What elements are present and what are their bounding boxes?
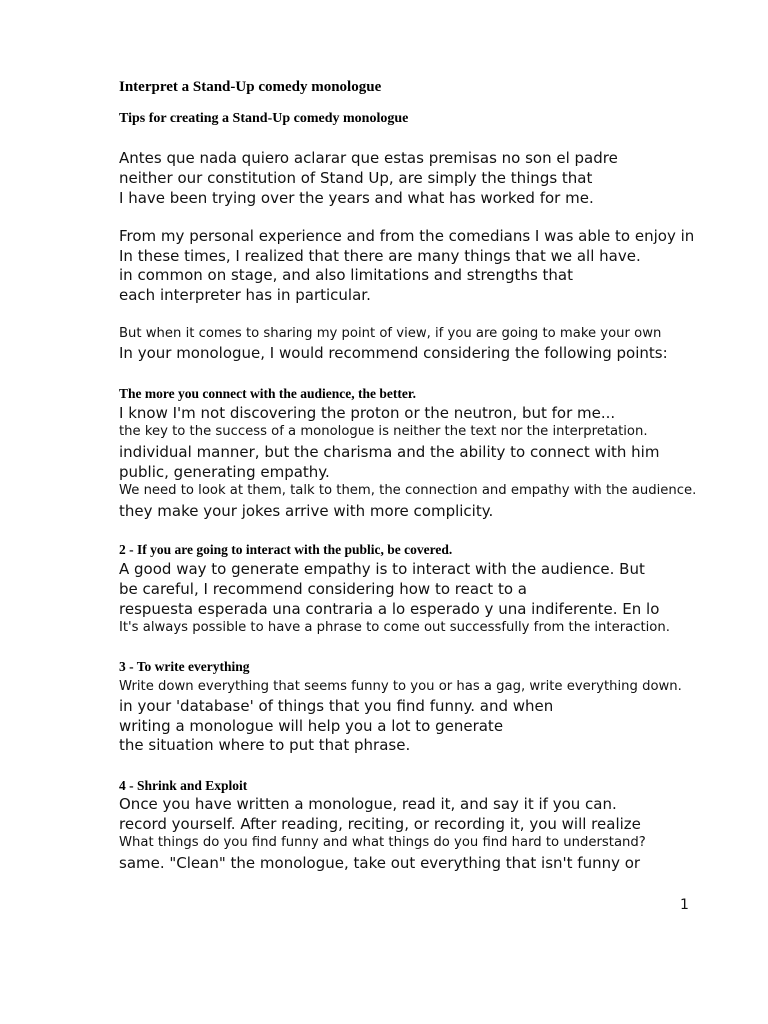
text-line: We need to look at them, talk to them, the connection and empathy with the audience. [119,483,697,498]
text-line: Once you have written a monologue, read it, and say it if you can. [119,795,617,813]
text-line: the situation where to put that phrase. [119,736,411,754]
text-line: It's always possible to have a phrase to come out successfully from the interaction. [119,620,670,635]
text-line: individual manner, but the charisma and the ability to connect with him [119,443,660,461]
text-line: be careful, I recommend considering how to react to a [119,580,527,598]
section-heading: 4 - Shrink and Exploit [119,778,248,793]
page-number: 1 [680,897,689,913]
text-line: But when it comes to sharing my point of view, if you are going to make your own [119,326,662,341]
text-line: I have been trying over the years and what has worked for me. [119,189,594,207]
text-line: In your monologue, I would recommend considering the following points: [119,344,668,362]
text-line: in your 'database' of things that you find funny. and when [119,697,554,715]
text-line: record yourself. After reading, reciting, or recording it, you will realize [119,815,641,833]
text-line: neither our constitution of Stand Up, are simply the things that [119,169,593,187]
text-line: writing a monologue will help you a lot to generate [119,717,504,735]
text-line: respuesta esperada una contraria a lo esperado y una indiferente. En lo [119,600,660,618]
text-line: public, generating empathy. [119,463,330,481]
section-heading: 2 - If you are going to interact with the public, be covered. [119,542,453,557]
text-line: In these times, I realized that there are many things that we all have. [119,247,641,265]
text-line: What things do you find funny and what things do you find hard to understand? [119,835,646,850]
text-line: Antes que nada quiero aclarar que estas premisas no son el padre [119,149,618,167]
text-line: A good way to generate empathy is to interact with the audience. But [119,560,645,578]
text-line: the key to the success of a monologue is neither the text nor the interpretation. [119,424,648,439]
text-line: in common on stage, and also limitations and strengths that [119,266,573,284]
text-line: they make your jokes arrive with more complicity. [119,502,494,520]
text-line: same. "Clean" the monologue, take out everything that isn't funny or [119,854,641,872]
section-heading: The more you connect with the audience, the better. [119,386,416,401]
text-line: each interpreter has in particular. [119,286,371,304]
text-line: Write down everything that seems funny to you or has a gag, write everything down. [119,679,682,694]
document-subtitle: Tips for creating a Stand-Up comedy monologue [119,111,409,126]
document-title: Interpret a Stand-Up comedy monologue [119,79,382,95]
text-line: I know I'm not discovering the proton or the neutron, but for me... [119,404,616,422]
section-heading: 3 - To write everything [119,659,250,674]
text-line: From my personal experience and from the comedians I was able to enjoy in [119,227,695,245]
